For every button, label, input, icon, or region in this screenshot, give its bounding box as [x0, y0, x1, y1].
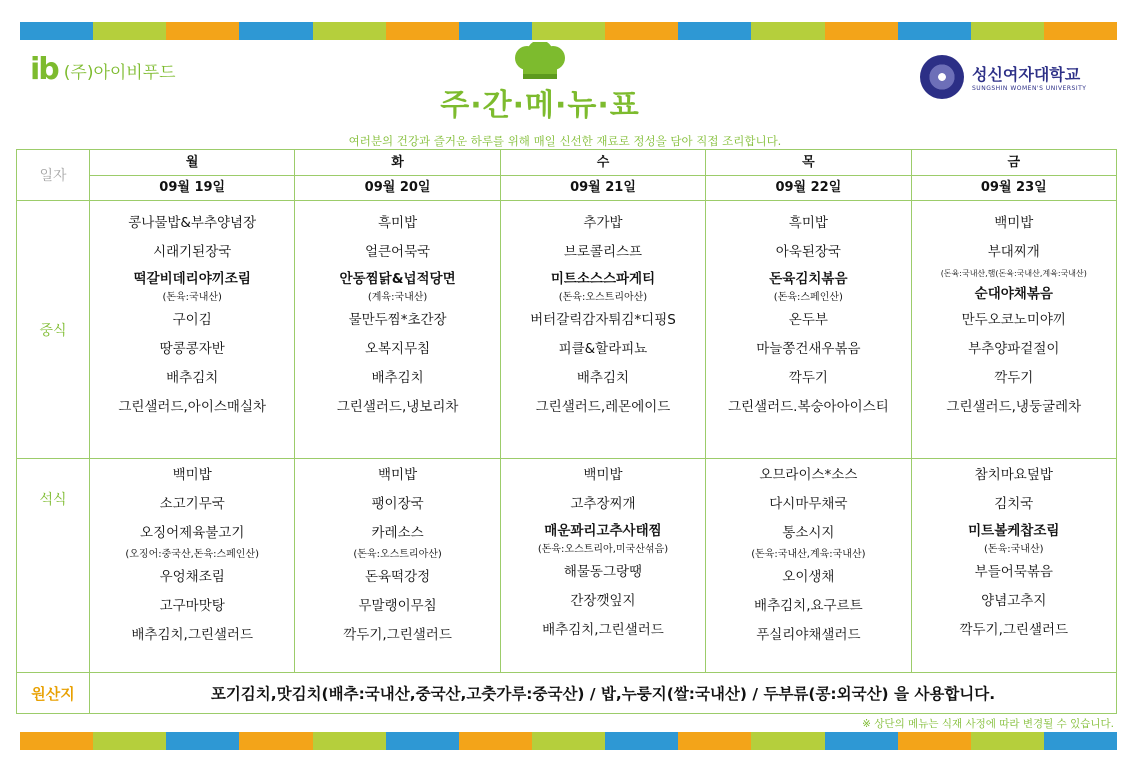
- menu-item-list: [706, 459, 910, 650]
- dinner-row-cell: [90, 459, 295, 673]
- lunch-row-cell: [706, 201, 911, 459]
- stripe-segment: [898, 22, 971, 40]
- menu-item: 배추김치: [576, 370, 630, 386]
- day-name: 수: [596, 155, 610, 170]
- day-name: 목: [802, 155, 815, 170]
- dinner-row: [17, 459, 1117, 673]
- menu-item: 깍두기: [788, 370, 828, 386]
- menu-item: 카레소스: [371, 525, 424, 541]
- menu-item: 통소시지: [782, 525, 835, 541]
- origin-text-cell: [90, 673, 1117, 714]
- menu-item: 다시마무채국: [769, 496, 848, 512]
- menu-item-list: [295, 201, 499, 422]
- origin-note: (돈육:국내산,계육:국내산): [751, 549, 866, 560]
- stripe-segment: [166, 732, 239, 750]
- day-header-cell: [90, 150, 295, 201]
- stripe-segment: [313, 22, 386, 40]
- menu-item: 부들어묵볶음: [974, 564, 1053, 580]
- stripe-segment: [532, 22, 605, 40]
- day-name: 월: [185, 155, 199, 170]
- origin-note: (돈육:오스트리아산): [353, 549, 442, 560]
- bottom-color-stripe: [20, 732, 1117, 750]
- menu-item: 돈육떡강정: [364, 569, 431, 585]
- menu-item: 오복지무침: [364, 341, 431, 357]
- day-name: 화: [391, 155, 404, 170]
- lunch-row-cell: [911, 201, 1116, 459]
- stripe-segment: [459, 22, 532, 40]
- university-sub: SUNGSHIN WOMEN'S UNIVERSITY: [972, 85, 1087, 92]
- day-header-cell: [500, 150, 705, 201]
- weekly-menu-table: [16, 149, 1117, 714]
- top-color-stripe: [20, 22, 1117, 40]
- origin-label-cell: [17, 673, 90, 714]
- dinner-row-label: 석식: [39, 492, 67, 508]
- menu-item: 백미밥: [583, 467, 623, 483]
- dinner-row-cell: [295, 459, 500, 673]
- menu-item-list: [501, 459, 705, 645]
- stripe-segment: [93, 732, 166, 750]
- dinner-row-cell: [706, 459, 911, 673]
- stripe-segment: [20, 732, 93, 750]
- day-date: 09월 21일: [501, 175, 705, 200]
- stripe-segment: [1044, 22, 1117, 40]
- menu-item: 흑미밥: [788, 215, 828, 231]
- stripe-segment: [1044, 732, 1117, 750]
- menu-item: 양념고추지: [981, 593, 1047, 609]
- day-header-cell: [911, 150, 1116, 201]
- menu-item: 부추양파겉절이: [968, 341, 1060, 357]
- chef-hat-icon: [505, 42, 575, 80]
- stripe-segment: [678, 732, 751, 750]
- origin-note: (계육:국내산): [367, 292, 428, 303]
- origin-note: (오징어:중국산,돈육:스페인산): [125, 549, 260, 560]
- lunch-row-label: 중식: [39, 322, 67, 339]
- menu-item-list: [706, 201, 910, 422]
- day-header-cell: [295, 150, 500, 201]
- menu-item: 시래기된장국: [153, 244, 232, 260]
- date-label-cell: [17, 150, 90, 201]
- menu-item: 땅콩콩자반: [159, 341, 225, 357]
- stripe-segment: [239, 732, 312, 750]
- stripe-segment: [166, 22, 239, 40]
- stripe-segment: [678, 22, 751, 40]
- day-date: 09월 19일: [90, 175, 294, 200]
- footnote: ※ 상단의 메뉴는 식재 사정에 따라 변경될 수 있습니다.: [862, 718, 1114, 730]
- menu-item: 온두부: [788, 312, 828, 328]
- lunch-row-cell: [500, 201, 705, 459]
- title-block: [410, 42, 670, 124]
- stripe-segment: [93, 22, 166, 40]
- day-name: 금: [1007, 155, 1021, 170]
- menu-item: 그린샐러드,레몬에이드: [535, 399, 671, 415]
- stripe-segment: [605, 22, 678, 40]
- origin-note: (돈육:국내산,햄(돈육:국내산,계육:국내산): [940, 269, 1087, 278]
- menu-item: 미트볼케찹조림: [968, 523, 1060, 539]
- dinner-row-cell: [911, 459, 1116, 673]
- university-name: 성신여자대학교: [972, 65, 1081, 84]
- lunch-row: [17, 201, 1117, 459]
- company-logo: [30, 52, 176, 87]
- menu-item: 해물동그랑땡: [563, 564, 643, 580]
- company-logo-mark: ib: [30, 52, 58, 87]
- menu-item: 배추김치,요구르트: [754, 598, 863, 614]
- menu-item: 물만두찜*초간장: [348, 312, 447, 328]
- menu-item: 배추김치,그린샐러드: [542, 622, 664, 638]
- menu-item: 팽이장국: [371, 496, 424, 512]
- origin-note: (돈육:스페인산): [773, 292, 843, 303]
- stripe-segment: [532, 732, 605, 750]
- stripe-segment: [971, 732, 1044, 750]
- menu-item: 깍두기,그린샐러드: [343, 627, 452, 643]
- menu-item: 우엉채조림: [159, 569, 225, 585]
- menu-item: 브로콜리스프: [563, 244, 643, 260]
- menu-item: 그린샐러드,냉둥굴레차: [946, 399, 1082, 415]
- menu-item-list: [295, 459, 499, 650]
- menu-item: 마늘쫑건새우볶음: [756, 341, 861, 357]
- menu-item: 오므라이스*소스: [759, 467, 858, 483]
- menu-item: 참치마요덮밥: [974, 467, 1053, 483]
- menu-item: 고추장찌개: [570, 496, 636, 512]
- menu-item: 무말랭이무침: [358, 598, 437, 614]
- menu-item-list: [90, 201, 294, 422]
- university-logo: [920, 55, 1086, 99]
- origin-row: [17, 673, 1117, 714]
- subtitle: 여러분의 건강과 즐거운 하루를 위해 매일 신선한 재료로 정성을 담아 직접 조리합니다.: [348, 134, 782, 148]
- stripe-segment: [459, 732, 532, 750]
- company-name: (주)아이비푸드: [63, 62, 176, 83]
- menu-item: 그린샐러드.복숭아아이스티: [727, 399, 889, 415]
- stripe-segment: [751, 22, 824, 40]
- menu-item: 간장깻잎지: [570, 593, 636, 609]
- lunch-row-label-cell: [17, 201, 90, 459]
- menu-item: 만두오코노미야끼: [961, 312, 1066, 328]
- menu-item: 오이생채: [782, 569, 835, 585]
- menu-item: 버터갈릭감자튀김*디핑S: [530, 312, 676, 328]
- stripe-segment: [898, 732, 971, 750]
- stripe-segment: [386, 22, 459, 40]
- origin-note: (돈육:오스트리아,미국산섞음): [537, 544, 669, 555]
- day-date: 09월 23일: [912, 175, 1116, 200]
- menu-item: 돈육김치볶음: [769, 271, 848, 287]
- menu-item: 백미밥: [172, 467, 212, 483]
- dinner-row-label-cell: [17, 459, 90, 673]
- menu-item: 소고기무국: [159, 496, 225, 512]
- menu-item: 떡갈비데리야끼조림: [133, 271, 251, 287]
- stripe-segment: [825, 732, 898, 750]
- menu-item-list: [501, 201, 705, 422]
- stripe-segment: [605, 732, 678, 750]
- stripe-segment: [825, 22, 898, 40]
- date-label: 일자: [39, 168, 67, 184]
- menu-item: 구이김: [172, 312, 212, 328]
- menu-item: 미트소스스파게티: [550, 271, 656, 287]
- menu-item: 그린샐러드,아이스매실차: [118, 399, 267, 415]
- menu-item: 콩나물밥&부추양념장: [128, 215, 257, 231]
- origin-label: 원산지: [31, 684, 75, 703]
- menu-item: 배추김치: [371, 370, 424, 386]
- menu-item: 그린샐러드,냉보리차: [336, 399, 459, 415]
- menu-item: 김치국: [994, 496, 1034, 512]
- menu-item-list: [912, 459, 1116, 645]
- university-emblem-icon: [920, 55, 964, 99]
- menu-item: 피클&할라피뇨: [558, 341, 648, 357]
- menu-item: 고구마맛탕: [159, 598, 225, 614]
- menu-item: 매운꽈리고추사태찜: [544, 523, 662, 539]
- page-title: 주·간·메·뉴·표: [440, 88, 640, 123]
- menu-item: 아욱된장국: [775, 244, 841, 260]
- origin-note: (돈육:오스트리아산): [558, 292, 648, 303]
- day-date: 09월 22일: [706, 175, 910, 200]
- menu-item: 추가밥: [583, 215, 623, 231]
- stripe-segment: [386, 732, 459, 750]
- menu-item-list: [90, 459, 294, 650]
- menu-item: 안동찜닭&넙적당면: [339, 271, 456, 287]
- stripe-segment: [313, 732, 386, 750]
- stripe-segment: [751, 732, 824, 750]
- menu-item: 오징어제육불고기: [140, 525, 245, 541]
- day-date: 09월 20일: [295, 175, 499, 200]
- stripe-segment: [20, 22, 93, 40]
- menu-item: 배추김치: [166, 370, 219, 386]
- day-header-cell: [706, 150, 911, 201]
- menu-item: 순대야채볶음: [974, 286, 1053, 302]
- lunch-row-cell: [90, 201, 295, 459]
- menu-item: 백미밥: [994, 215, 1034, 231]
- menu-item: 흑미밥: [378, 215, 418, 231]
- menu-item: 깍두기,그린샐러드: [959, 622, 1069, 638]
- day-header-row: [17, 150, 1117, 201]
- menu-item-list: [912, 201, 1116, 422]
- origin-note: (돈육:국내산): [984, 544, 1044, 555]
- dinner-row-cell: [500, 459, 705, 673]
- menu-item: 부대찌개: [987, 244, 1040, 260]
- origin-text: 포기김치,맛김치(배추:국내산,중국산,고춧가루:중국산) / 밥,누룽지(쌀:국내산) / 두부류(콩:외국산) 을 사용합니다.: [210, 685, 996, 703]
- stripe-segment: [971, 22, 1044, 40]
- menu-item: 백미밥: [378, 467, 418, 483]
- menu-item: 푸실리야채샐러드: [756, 627, 861, 643]
- menu-item: 배추김치,그린샐러드: [131, 627, 254, 643]
- origin-note: (돈육:국내산): [162, 292, 222, 303]
- lunch-row-cell: [295, 201, 500, 459]
- stripe-segment: [239, 22, 312, 40]
- menu-item: 깍두기: [994, 370, 1034, 386]
- menu-item: 얼큰어묵국: [364, 244, 431, 260]
